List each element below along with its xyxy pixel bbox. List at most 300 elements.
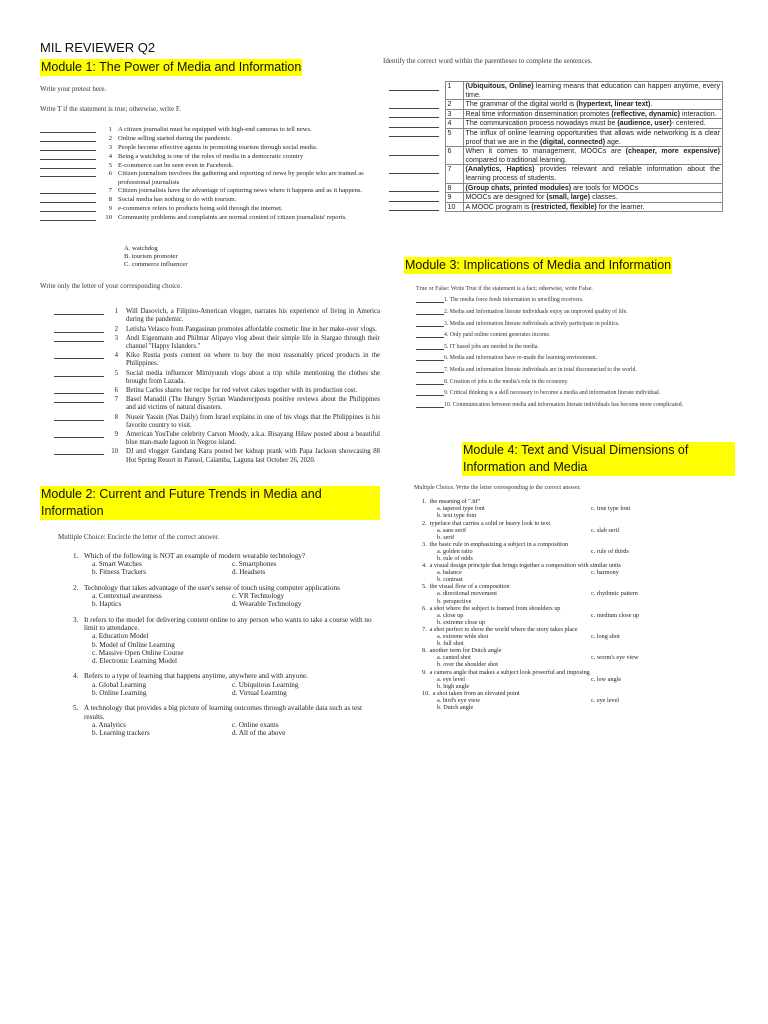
question xyxy=(414,605,735,626)
answer-blank[interactable] xyxy=(389,204,439,211)
list-item xyxy=(40,196,380,204)
item-text: Nuseir Yassin (Nas Daily) from Israel explains in one of his vlogs that the Philippines is his favorite country to visit. xyxy=(126,413,380,429)
question-stem xyxy=(414,626,735,633)
list-item xyxy=(40,153,380,161)
item-number: 1 xyxy=(114,308,118,316)
option: a. directional movement xyxy=(437,590,497,598)
list-item xyxy=(416,355,735,362)
item-text: Kiko Rustia posts content on where to buy the most reasonably priced products in the Philippines. xyxy=(126,352,380,368)
question-number: 1. xyxy=(73,551,79,560)
list-item xyxy=(416,367,735,374)
question xyxy=(414,562,735,583)
option: b. Dutch angle xyxy=(437,703,474,711)
question-stem xyxy=(414,669,735,676)
item-text: Letisha Velasco from Pangasinan promotes affordable cosmetic line in her make-over vlogs. xyxy=(126,325,377,333)
list-item xyxy=(40,214,380,222)
question xyxy=(414,541,735,562)
answer-blank[interactable] xyxy=(416,309,444,315)
text-post: classes. xyxy=(590,193,618,202)
identify-table xyxy=(387,81,723,212)
option[interactable]: c. VR Technology xyxy=(232,592,285,601)
blank-cell xyxy=(387,183,445,193)
item-text: 6. Media and information have re-made the learning environment. xyxy=(444,355,598,362)
question-stem xyxy=(414,562,735,569)
option: b. rule of odds xyxy=(437,555,473,562)
module1-choices xyxy=(40,245,380,269)
option: a. bird's eye view xyxy=(437,696,481,704)
question-stem xyxy=(414,690,735,697)
item-text: 7. Media and information literate individuals are in total disconnected to the world. xyxy=(444,366,637,373)
option-row xyxy=(40,641,380,649)
question xyxy=(414,669,735,690)
option: a. tapered type font xyxy=(437,505,485,513)
answer-blank[interactable] xyxy=(416,402,444,408)
option-row xyxy=(414,505,735,512)
item-number: 5 xyxy=(114,369,118,377)
question xyxy=(40,672,380,697)
answer-blank[interactable] xyxy=(54,396,104,403)
option[interactable]: a. Smart Watches xyxy=(92,560,142,569)
item-text: Andi Eigenmann and Philmar Alipayo vlog about their simple life in Siargao through their channel "Happy Islanders." xyxy=(126,334,380,351)
option-row xyxy=(414,512,735,519)
question-stem xyxy=(414,520,735,527)
row-number: 9 xyxy=(445,193,463,203)
text-pre: The influx of online learning opportunities that allows wide networking is a clear proof that we are in the xyxy=(465,128,720,146)
answer-blank[interactable] xyxy=(54,308,104,315)
option: c. rule of thirds xyxy=(591,547,629,555)
text-pre: The communication process nowadays must be xyxy=(465,119,618,128)
row-text xyxy=(463,82,723,100)
answer-blank[interactable] xyxy=(54,335,104,342)
option-row xyxy=(414,619,735,626)
list-item xyxy=(40,370,380,386)
option: c. rhythmic pattern xyxy=(591,590,638,598)
question xyxy=(414,520,735,541)
option: b. high angle xyxy=(437,682,470,690)
answer-blank[interactable] xyxy=(416,390,444,396)
row-number: 10 xyxy=(445,202,463,212)
blank-cell xyxy=(387,100,445,110)
row-text xyxy=(463,100,723,110)
item-number: 6 xyxy=(108,170,112,178)
option[interactable]: c. Massive Open Online Course xyxy=(92,648,184,657)
option[interactable]: d. All of the above xyxy=(232,729,286,738)
item-text: 9. Critical thinking is a skill necessary to become a media and information literate individual. xyxy=(444,390,661,397)
list-item xyxy=(416,390,735,397)
option-row xyxy=(414,676,735,683)
question-stem xyxy=(414,647,735,654)
question-number: 9. xyxy=(422,668,427,676)
option: a. canted shot xyxy=(437,654,471,662)
text-pre: The grammar of the digital world is xyxy=(465,100,577,109)
list-item xyxy=(40,448,380,464)
option-row xyxy=(40,689,380,697)
item-text: American YouTube celebrity Carson Moody, a.k.a. Bisayang Hilaw posted about a beautiful blue man-made lagoon in Negros island. xyxy=(126,431,380,447)
option[interactable]: a. Analytics xyxy=(92,720,126,729)
option-row xyxy=(40,657,380,665)
answer-blank[interactable] xyxy=(54,431,104,438)
option-row xyxy=(414,683,735,690)
row-number: 8 xyxy=(445,183,463,193)
right-column xyxy=(383,57,735,711)
option: b. perspective xyxy=(437,597,472,605)
blank-cell xyxy=(387,119,445,129)
question-text: A technology that provides a big picture of learning outcomes through available data such as test results. xyxy=(84,704,363,721)
text-post: age. xyxy=(605,137,621,146)
option[interactable]: d. Headsets xyxy=(232,568,266,577)
text-post: learning means that education can happen anytime, every time. xyxy=(465,82,720,99)
text-post: for the learner. xyxy=(596,202,645,211)
question-number: 5. xyxy=(73,704,79,713)
option-row xyxy=(40,649,380,657)
text-choice: (audience, user) xyxy=(617,119,672,128)
answer-blank[interactable] xyxy=(40,126,96,133)
option[interactable]: a. Education Model xyxy=(92,632,149,641)
text-choice: (Ubiquitous, Online) xyxy=(465,82,534,90)
answer-blank[interactable] xyxy=(416,297,444,303)
table-row xyxy=(387,82,723,100)
document-title: MIL REVIEWER Q2 xyxy=(40,40,156,55)
option: b. full shot xyxy=(437,640,464,648)
table-row xyxy=(387,165,723,183)
item-number: 9 xyxy=(108,205,112,213)
option[interactable]: d. Wearable Technology xyxy=(232,600,302,609)
row-number: 4 xyxy=(445,119,463,129)
item-number: 8 xyxy=(114,413,118,421)
answer-blank[interactable] xyxy=(389,149,439,156)
item-number: 10 xyxy=(111,448,118,456)
list-item xyxy=(40,187,380,195)
table-row xyxy=(387,128,723,146)
option: c. true type font xyxy=(591,505,631,513)
text-pre: When it comes to management, MOOCs are xyxy=(465,147,626,156)
item-number: 1 xyxy=(108,126,112,133)
module1-tf-list xyxy=(40,126,380,222)
item-number: 4 xyxy=(114,352,118,360)
option[interactable]: c. Ubiquitous Learning xyxy=(232,680,299,689)
item-number: 6 xyxy=(114,387,118,395)
module4-heading: Module 4: Text and Visual Dimensions of Information and Media xyxy=(462,442,735,476)
list-item xyxy=(416,297,735,304)
option-row xyxy=(40,560,380,568)
question-text: the meaning of ".ttf" xyxy=(429,498,481,506)
list-item xyxy=(40,144,380,152)
text-post: provides relevant and reliable information about the learning process of students. xyxy=(465,165,720,182)
option-row xyxy=(40,721,380,729)
option[interactable]: b. Learning trackers xyxy=(92,729,150,738)
table-row xyxy=(387,109,723,119)
item-text: E-commerce can be seen even in Facebook. xyxy=(118,161,234,169)
text-pre: MOOCs are designed for xyxy=(465,193,547,202)
answer-blank[interactable] xyxy=(416,367,444,373)
module1-instruction2: Write only the letter of your corresponding choice. xyxy=(40,282,183,291)
list-item xyxy=(40,414,380,430)
answer-blank[interactable] xyxy=(40,196,96,203)
question-text: a visual design principle that brings together a composition with similar units xyxy=(429,562,621,570)
option: a. balance xyxy=(437,569,462,577)
left-column xyxy=(40,40,380,745)
row-text xyxy=(463,119,723,129)
question-text: It refers to the model for delivering content online to any person who wants to take a course with no limit to attendance. xyxy=(84,615,372,632)
option: c. long shot xyxy=(591,633,620,641)
answer-blank[interactable] xyxy=(416,379,444,385)
option[interactable]: a. Contextual awareness xyxy=(92,592,162,601)
list-item xyxy=(40,335,380,351)
option: a. eye level xyxy=(437,675,465,683)
option-row xyxy=(414,527,735,534)
question xyxy=(40,552,380,577)
item-number: 2 xyxy=(114,325,118,333)
list-item xyxy=(416,309,735,316)
question-text: a camera angle that makes a subject look powerful and imposing xyxy=(429,668,590,676)
item-text: Community problems and complaints are normal content of citizen journalists' reports. xyxy=(118,214,347,222)
item-text: 1. The media force feeds information to unwilling receivers. xyxy=(444,297,584,304)
answer-blank[interactable] xyxy=(40,187,96,194)
row-number: 3 xyxy=(445,109,463,119)
option: b. text type font xyxy=(437,512,477,520)
option[interactable]: c. Smartphones xyxy=(232,560,277,569)
question-text: Technology that takes advantage of the user's sense of touch using computer applications xyxy=(84,583,340,592)
blank-cell xyxy=(387,165,445,183)
module4-instruction: Multiple Choice. Write the letter corresponding to the correct answer. xyxy=(414,485,581,492)
option-row xyxy=(414,704,735,711)
answer-blank[interactable] xyxy=(54,414,104,421)
text-choice: (small, large) xyxy=(546,193,591,202)
item-number: 4 xyxy=(108,152,112,160)
text-choice: (digital, connected) xyxy=(540,137,606,146)
option-row xyxy=(40,681,380,689)
item-text: Being a watchdog is one of the roles of media in a democratic country xyxy=(118,152,304,160)
option-row xyxy=(40,600,380,608)
option-row xyxy=(414,576,735,583)
item-text: 3. Media and information literate individuals actively participate in politics. xyxy=(444,320,620,327)
question-text: the visual flow of a composition xyxy=(429,583,510,591)
question xyxy=(414,626,735,647)
question xyxy=(414,647,735,668)
question xyxy=(40,616,380,666)
option[interactable]: a. Global Learning xyxy=(92,680,147,689)
option: a. sans serif xyxy=(437,526,467,534)
answer-blank[interactable] xyxy=(54,352,104,359)
question-stem xyxy=(414,605,735,612)
answer-blank[interactable] xyxy=(416,321,444,327)
option: c. slab serif xyxy=(591,526,620,534)
row-number: 6 xyxy=(445,147,463,165)
option-row xyxy=(40,568,380,576)
row-text xyxy=(463,193,723,203)
list-item xyxy=(416,379,735,386)
item-text: Will Dasovich, a Filipino-American vlogger, narrates his experience of living in America during the pandemic. xyxy=(126,308,380,324)
row-text xyxy=(463,202,723,212)
module3-heading: Module 3: Implications of Media and Information xyxy=(405,258,672,273)
text-post: - centered. xyxy=(671,119,706,128)
question-number: 10. xyxy=(422,689,430,697)
answer-blank[interactable] xyxy=(40,170,96,177)
answer-blank[interactable] xyxy=(389,167,439,174)
option-row xyxy=(414,548,735,555)
option-row xyxy=(40,592,380,600)
answer-blank[interactable] xyxy=(40,214,96,221)
item-text: Online selling started during the pandemic. xyxy=(118,134,232,142)
item-number: 7 xyxy=(108,187,112,195)
question-stem xyxy=(414,541,735,548)
table-row xyxy=(387,202,723,212)
answer-blank[interactable] xyxy=(389,102,439,109)
answer-blank[interactable] xyxy=(54,326,104,333)
list-item xyxy=(40,396,380,412)
row-text xyxy=(463,128,723,146)
answer-blank[interactable] xyxy=(389,130,439,137)
module2-heading: Module 2: Current and Future Trends in Media and Information xyxy=(40,486,380,520)
question-number: 6. xyxy=(422,604,427,612)
option: a. golden ratio xyxy=(437,547,473,555)
answer-blank[interactable] xyxy=(389,121,439,128)
list-item xyxy=(416,332,735,339)
answer-blank[interactable] xyxy=(416,344,444,350)
option: c. worm's eye view xyxy=(591,654,639,662)
option-row xyxy=(414,661,735,668)
item-number: 9 xyxy=(114,431,118,439)
answer-blank[interactable] xyxy=(54,387,104,394)
option-row xyxy=(414,598,735,605)
list-item xyxy=(416,402,735,409)
question xyxy=(40,584,380,609)
answer-blank[interactable] xyxy=(40,135,96,142)
list-item xyxy=(40,135,380,143)
row-number: 2 xyxy=(445,100,463,110)
module2-mc-list xyxy=(40,552,380,738)
blank-cell xyxy=(387,202,445,212)
list-item xyxy=(40,126,380,134)
answer-blank[interactable] xyxy=(389,185,439,192)
option: b. extreme close up xyxy=(437,618,486,626)
question-stem xyxy=(414,583,735,590)
question-number: 1. xyxy=(422,498,427,506)
question-number: 4. xyxy=(422,562,427,570)
item-number: 8 xyxy=(108,196,112,204)
option[interactable]: b. Fitness Trackers xyxy=(92,568,147,577)
option-row xyxy=(414,534,735,541)
option[interactable]: d. Electronic Learning Model xyxy=(92,657,178,666)
question-number: 4. xyxy=(73,672,79,681)
answer-blank[interactable] xyxy=(40,153,96,160)
text-post: compared to traditional learning. xyxy=(465,155,567,164)
module2-instruction: Multiple Choice: Encircle the letter of the correct answer. xyxy=(58,532,220,541)
item-text: DJ and vlogger Gandang Kara posted her kidnap prank with Papa Jackson showcasing 88 Hot Spring Resort in Pansol, Calamba, Laguna last October 26, 2020. xyxy=(126,448,380,464)
list-item xyxy=(416,344,735,351)
item-number: 3 xyxy=(114,334,118,342)
text-pre: A MOOC program is xyxy=(465,202,532,211)
item-text: 5. IT based jobs are needed in the media. xyxy=(444,343,539,350)
answer-blank[interactable] xyxy=(40,144,96,151)
item-text: 8. Creation of jobs is the media's role in the economy. xyxy=(444,378,569,385)
answer-blank[interactable] xyxy=(389,84,439,91)
option: c. medium close up xyxy=(591,611,640,619)
item-text: A citizen journalist must be equipped with high-end cameras to tell news. xyxy=(118,126,312,133)
question-stem xyxy=(40,704,380,721)
item-text: Betina Carlos shares her recipe for red velvet cakes together with its production cost. xyxy=(126,387,358,395)
item-text: Social media has nothing to do with tourism. xyxy=(118,196,237,204)
row-text xyxy=(463,147,723,165)
item-text: Social media influencer Mimiyuuuh vlogs about a trip while mentioning the clothes she brought from Lazada. xyxy=(126,369,380,385)
item-text: 2. Media and Information literate individuals enjoy an improved quality of life. xyxy=(444,309,628,315)
option-row xyxy=(40,632,380,640)
row-text xyxy=(463,165,723,183)
question xyxy=(414,498,735,519)
list-item xyxy=(40,205,380,213)
text-choice: (hypertext, linear text) xyxy=(576,100,651,109)
item-number: 3 xyxy=(108,143,112,151)
answer-blank[interactable] xyxy=(40,205,96,212)
answer-blank[interactable] xyxy=(40,162,96,169)
answer-blank[interactable] xyxy=(389,111,439,118)
choice-a: A. watchdog xyxy=(124,245,158,253)
list-item xyxy=(40,387,380,395)
text-post: interaction. xyxy=(680,109,717,118)
item-number: 10 xyxy=(105,214,112,222)
answer-blank[interactable] xyxy=(54,370,104,377)
answer-blank[interactable] xyxy=(416,355,444,361)
blank-cell xyxy=(387,147,445,165)
list-item xyxy=(40,431,380,447)
option: b. over the shoulder shot xyxy=(437,661,499,669)
item-text: e-commerce refers to products being sold through the internet. xyxy=(118,205,283,213)
row-text xyxy=(463,109,723,119)
answer-blank[interactable] xyxy=(389,195,439,202)
text-choice: (cheaper, more expensive) xyxy=(625,147,720,156)
question-number: 3. xyxy=(73,615,79,624)
option[interactable]: c. Online exams xyxy=(232,720,279,729)
question-text: another term for Dutch angle xyxy=(429,647,502,655)
option[interactable]: b. Haptics xyxy=(92,600,122,609)
question-text: Which of the following is NOT an example of modern wearable technology? xyxy=(84,551,306,560)
text-post: . xyxy=(650,100,653,109)
module4-mc-list xyxy=(383,498,735,711)
table-row xyxy=(387,119,723,129)
row-number: 7 xyxy=(445,165,463,183)
option-row xyxy=(414,633,735,640)
pretest-note: Write your pretest here. xyxy=(40,85,107,93)
answer-blank[interactable] xyxy=(54,448,104,455)
text-choice: (reflective, dynamic) xyxy=(611,109,680,118)
item-number: 2 xyxy=(108,134,112,142)
option-row xyxy=(414,640,735,647)
blank-cell xyxy=(387,82,445,100)
table-row xyxy=(387,147,723,165)
blank-cell xyxy=(387,193,445,203)
text-choice: (Group chats, printed modules) xyxy=(465,183,572,192)
question-text: Refers to a type of learning that happens anytime, anywhere and with anyone. xyxy=(84,672,308,681)
option[interactable]: d. Virtual Learning xyxy=(232,689,287,698)
question-stem xyxy=(40,584,380,592)
item-text: Citizen journalism involves the gathering and reporting of news by people who are trained as professional journalists xyxy=(118,170,364,186)
list-item xyxy=(40,352,380,368)
table-row xyxy=(387,100,723,110)
list-item xyxy=(40,162,380,170)
item-text: People become effective agents in promoting tourism through social media. xyxy=(118,143,318,151)
item-number: 7 xyxy=(114,396,118,404)
table-row xyxy=(387,183,723,193)
option[interactable]: b. Model of Online Learning xyxy=(92,640,175,649)
answer-blank[interactable] xyxy=(416,332,444,338)
list-item xyxy=(40,170,380,186)
item-number: 5 xyxy=(108,161,112,169)
module3-tf-list xyxy=(383,297,735,409)
option[interactable]: b. Online Learning xyxy=(92,689,147,698)
item-text: 4. Only paid online content generates income. xyxy=(444,332,551,339)
module1-heading: Module 1: The Power of Media and Information xyxy=(41,60,302,74)
text-pre: Real time information dissemination promotes xyxy=(465,109,612,118)
